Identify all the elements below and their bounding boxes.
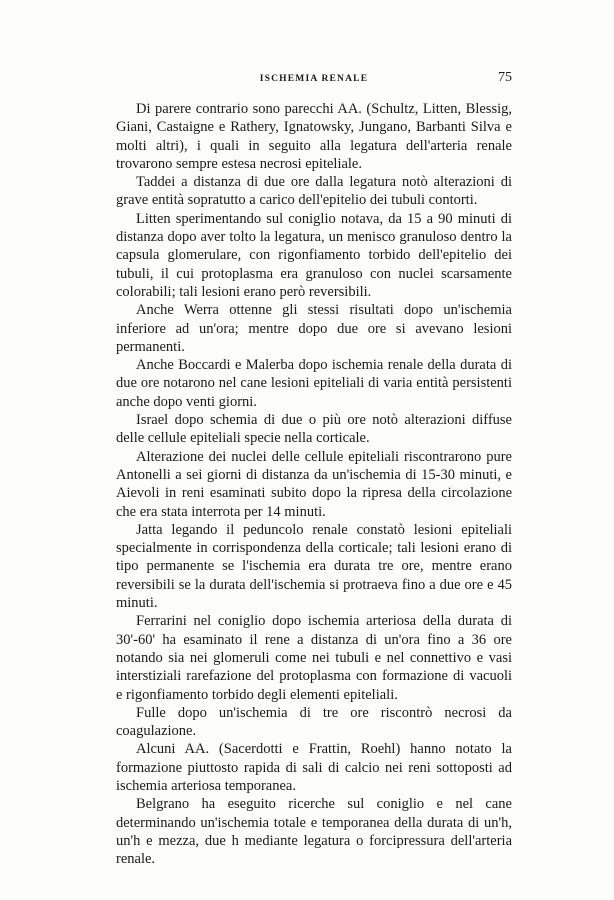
paragraph: Litten sperimentando sul coniglio notava, da 15 a 90 minuti di distanza dopo aver tolto la legatura, un menisco granuloso dentro la capsula glomerulare, con rigonfiamento torbido dell'epitelio dei tubuli, il cui protoplasma era granuloso con nuclei scarsamente colorabili; tali lesioni erano però reversibili. — [116, 210, 512, 300]
paragraph: Anche Boccardi e Malerba dopo ischemia renale della durata di due ore notarono nel cane lesioni epiteliali di varia entità persistenti anche dopo venti giorni. — [116, 357, 512, 410]
paragraph: Belgrano ha eseguito ricerche sul coniglio e nel cane determinando un'ischemia totale e temporanea della durata di un'h, un'h e mezza, due h mediante legatura o forcipressura dell'arteria renale. — [116, 796, 512, 868]
page-header — [116, 70, 512, 90]
paragraph: Alcuni AA. (Sacerdotti e Frattin, Roehl) hanno notato la formazione piuttosto rapida di sali di calcio nei reni sottoposti ad ischemia arteriosa temporanea. — [116, 741, 512, 794]
paragraph: Fulle dopo un'ischemia di tre ore riscontrò necrosi da coagulazione. — [116, 704, 512, 740]
body-text — [116, 100, 512, 868]
paragraph: Anche Werra ottenne gli stessi risultati dopo un'ischemia inferiore ad un'ora; mentre dopo due ore si avevano lesioni permanenti. — [116, 302, 512, 355]
paragraph: Israel dopo schemia di due o più ore notò alterazioni diffuse delle cellule epiteliali specie nella corticale. — [116, 412, 512, 447]
running-head: ISCHEMIA RENALE — [259, 74, 369, 84]
paragraph: Taddei a distanza di due ore dalla legatura notò alterazioni di grave entità sopratutto a carico dell'epitelio dei tubuli contorti. — [116, 174, 512, 209]
paragraph: Alterazione dei nuclei delle cellule epiteliali riscontrarono pure Antonelli a sei giorni di distanza da un'ischemia di 15-30 minuti, e Aievoli in reni esaminati subito dopo la ripresa della circolazione che era stata interrota per 14 minuti. — [116, 448, 512, 520]
page-number: 75 — [498, 70, 512, 85]
paragraph: Di parere contrario sono parecchi AA. (Schultz, Litten, Blessig, Giani, Castaigne e Rathery, Ignatowsky, Jungano, Barbanti Silva e molti altri), i quali in seguito alla legatura dell'arteria renale trovarono sempre estesa necrosi epiteliale. — [116, 101, 512, 172]
paragraph: Ferrarini nel coniglio dopo ischemia arteriosa della durata di 30'-60' ha esaminato il rene a distanza di un'ora fino a 36 ore notando sia nei glomeruli come nei tubuli e nel connettivo e vasi interstiziali rarefazione del protoplasma con formazione di vacuoli e rigonfiamento torbido degli elementi epiteliali. — [116, 613, 512, 703]
paragraph: Jatta legando il peduncolo renale constatò lesioni epiteliali specialmente in corrispondenza della corticale; tali lesioni erano di tipo permanente se l'ischemia era durata tre ore, mentre erano reversibili se la durata dell'ischemia si protraeva fino a due ore e 45 minuti. — [116, 521, 512, 612]
